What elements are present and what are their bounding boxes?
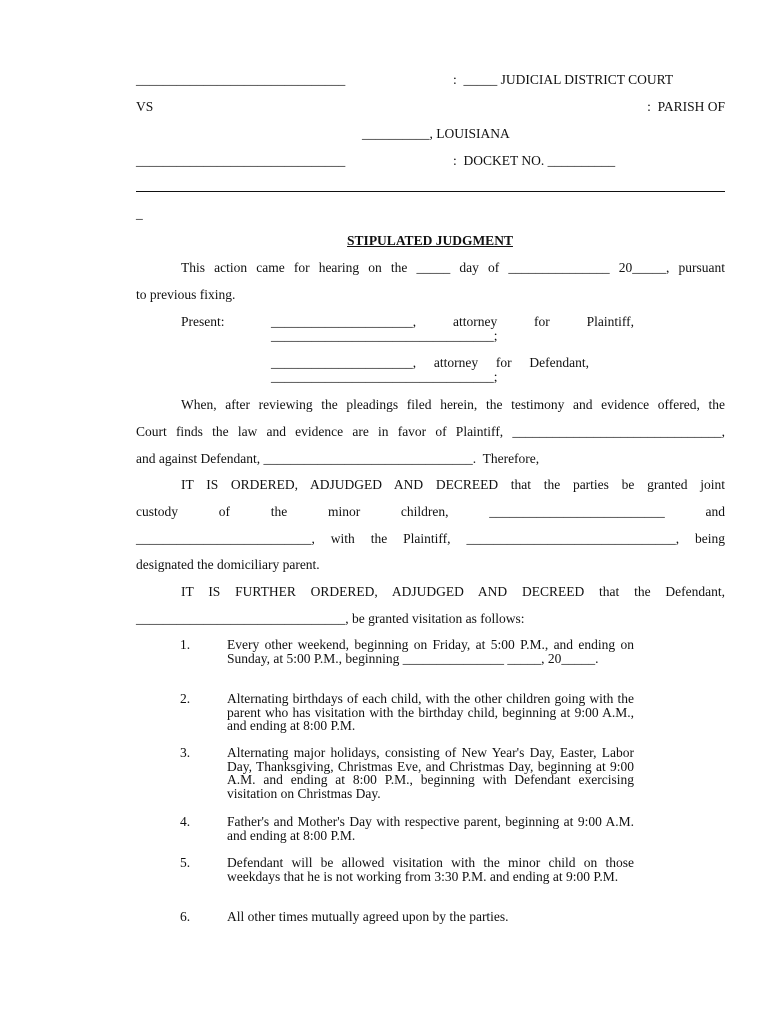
- plaintiff-attorney-line: _____________________, attorney for Plaintiff,: [271, 314, 634, 329]
- caption-divider: [136, 191, 725, 192]
- custody-order-line-2: custody of the minor children, __________________________ and: [136, 504, 725, 519]
- list-item-number: 3.: [180, 745, 191, 760]
- caption-dash: _: [136, 206, 143, 221]
- state-label: __________, LOUISIANA: [362, 126, 510, 141]
- list-item: Father's and Mother's Day with respective parent, beginning at 9:00 A.M. and ending at 8:00 P.M.: [227, 814, 634, 843]
- court-name: : _____ JUDICIAL DISTRICT COURT: [453, 72, 674, 87]
- custody-order-line-3: __________________________, with the Plaintiff, _______________________________, being: [136, 531, 725, 546]
- document-title: STIPULATED JUDGMENT: [347, 233, 513, 248]
- intro-line-2: to previous fixing.: [136, 287, 236, 302]
- list-item: Defendant will be allowed visitation with the minor child on those weekdays that he is not working from 3:30 P.M. and ending at 9:00 P.M.: [227, 855, 634, 884]
- list-item-number: 2.: [180, 691, 191, 706]
- defendant-attorney-line: _____________________, attorney for Defendant,: [271, 355, 589, 370]
- list-item-number: 4.: [180, 814, 191, 829]
- list-item: All other times mutually agreed upon by the parties.: [227, 909, 509, 924]
- defendant-name-blank: _______________________________: [136, 153, 346, 168]
- visitation-order-line-1: IT IS FURTHER ORDERED, ADJUDGED AND DECREED that the Defendant,: [181, 584, 725, 599]
- custody-order-line-4: designated the domiciliary parent.: [136, 557, 320, 572]
- present-label: Present:: [181, 314, 225, 329]
- versus-label: VS: [136, 99, 154, 114]
- list-item-number: 1.: [180, 637, 191, 652]
- list-item-number: 5.: [180, 855, 191, 870]
- findings-line-2: Court finds the law and evidence are in favor of Plaintiff, _______________________________,: [136, 424, 725, 439]
- findings-line-3: and against Defendant, _______________________________. Therefore,: [136, 451, 540, 466]
- docket-number: : DOCKET NO. __________: [453, 153, 616, 168]
- list-item: Every other weekend, beginning on Friday, at 5:00 P.M., and ending on Sunday, at 5:00 P.M., beginning _______________ _____, 20_____.: [227, 637, 634, 666]
- list-item: Alternating birthdays of each child, with the other children going with the parent who has visitation with the birthday child, beginning at 9:00 A.M., and ending at 8:00 P.M.: [227, 691, 634, 734]
- parish-label: : PARISH OF: [647, 99, 725, 114]
- plaintiff-attorney-blank: _________________________________;: [271, 328, 498, 343]
- visitation-order-line-2: _______________________________, be granted visitation as follows:: [136, 611, 525, 626]
- list-item-number: 6.: [180, 909, 191, 924]
- plaintiff-name-blank: _______________________________: [136, 72, 346, 87]
- findings-line-1: When, after reviewing the pleadings filed herein, the testimony and evidence offered, the: [181, 397, 725, 412]
- custody-order-line-1: IT IS ORDERED, ADJUDGED AND DECREED that the parties be granted joint: [181, 477, 725, 492]
- defendant-attorney-blank: _________________________________;: [271, 369, 498, 384]
- list-item: Alternating major holidays, consisting of New Year's Day, Easter, Labor Day, Thanksgiving, Christmas Eve, and Christmas Day, beginning at 9:00 A.M. and ending at 8:00 P.M., beginning with Defendant exercising visitation on Christmas Day.: [227, 745, 634, 801]
- intro-line-1: This action came for hearing on the _____ day of _______________ 20_____, pursuant: [181, 260, 725, 275]
